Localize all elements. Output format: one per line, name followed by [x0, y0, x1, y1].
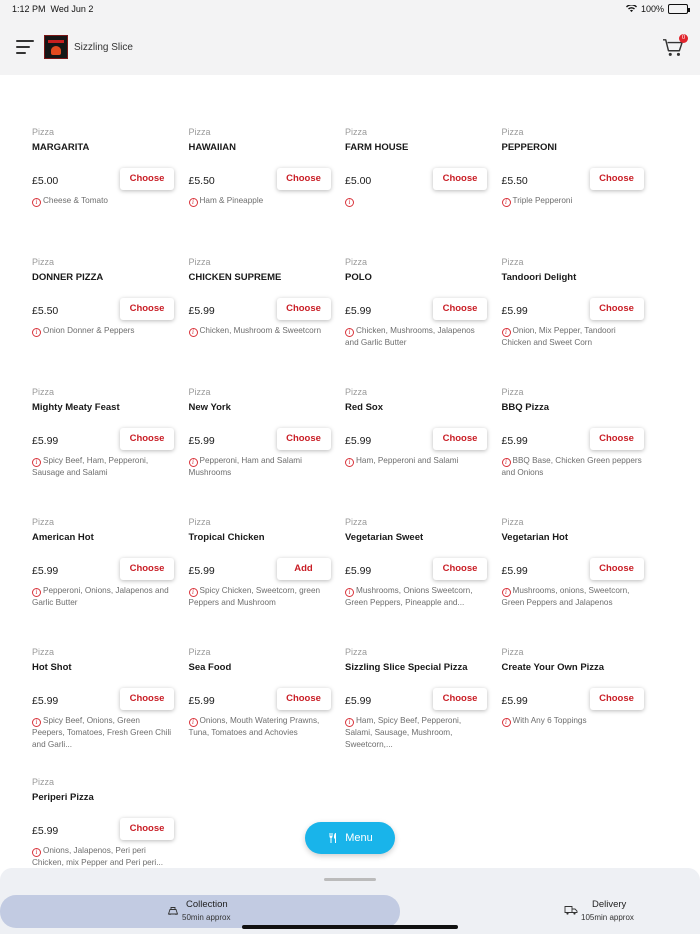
product-name: Tandoori Delight	[501, 272, 577, 283]
choose-button[interactable]: Choose	[120, 298, 174, 320]
info-icon[interactable]: i	[189, 718, 198, 727]
product-category: Pizza	[32, 127, 55, 137]
choose-button[interactable]: Add	[277, 558, 331, 580]
info-icon[interactable]: i	[345, 588, 354, 597]
product-price: £5.99	[188, 305, 215, 317]
product-price: £5.50	[32, 305, 59, 317]
product-description-text: Onions, Jalapenos, Peri peri Chicken, mix Pepper and Peri peri...	[32, 846, 164, 867]
product-description-text: Chicken, Mushrooms, Jalapenos and Garlic Butter	[345, 326, 475, 347]
delivery-time: 105min approx	[581, 913, 634, 922]
collection-title: Collection	[186, 899, 228, 910]
product-description-text: Onion Donner & Peppers	[43, 326, 135, 335]
product-description	[32, 195, 174, 207]
sheet-handle[interactable]	[324, 878, 376, 881]
product-name: CHICKEN SUPREME	[188, 272, 282, 283]
product-name: Sea Food	[188, 662, 232, 673]
product-price: £5.99	[345, 435, 372, 447]
app-header	[0, 20, 700, 75]
choose-button[interactable]: Choose	[590, 428, 644, 450]
choose-button[interactable]: Choose	[120, 168, 174, 190]
product-name: Tropical Chicken	[188, 532, 265, 543]
product-category: Pizza	[501, 257, 524, 267]
product-description	[32, 585, 174, 609]
product-category: Pizza	[345, 387, 368, 397]
choose-button[interactable]: Choose	[277, 688, 331, 710]
info-icon[interactable]: i	[32, 198, 41, 207]
product-name: Vegetarian Sweet	[345, 532, 424, 543]
info-icon[interactable]: i	[345, 328, 354, 337]
product-price: £5.99	[32, 565, 59, 577]
info-icon[interactable]: i	[32, 328, 41, 337]
product-category: Pizza	[345, 127, 368, 137]
product-card[interactable]	[32, 635, 189, 765]
product-grid	[32, 115, 672, 895]
product-category: Pizza	[32, 387, 55, 397]
status-right	[626, 4, 688, 14]
product-category: Pizza	[32, 777, 55, 787]
product-description-text: With Any 6 Toppings	[512, 716, 587, 725]
product-price: £5.99	[188, 565, 215, 577]
info-icon[interactable]: i	[32, 458, 41, 467]
cart-count-badge: 0	[679, 34, 688, 43]
info-icon[interactable]: i	[345, 198, 354, 207]
choose-button[interactable]: Choose	[433, 558, 487, 580]
product-price: £5.00	[32, 175, 59, 187]
choose-button[interactable]: Choose	[277, 428, 331, 450]
product-category: Pizza	[501, 127, 524, 137]
choose-button[interactable]: Choose	[590, 558, 644, 580]
product-card[interactable]	[502, 505, 659, 635]
info-icon[interactable]: i	[32, 848, 41, 857]
product-description-text: Triple Pepperoni	[512, 196, 573, 205]
product-category: Pizza	[188, 127, 211, 137]
product-card[interactable]	[32, 115, 189, 245]
product-price: £5.00	[345, 175, 372, 187]
info-icon[interactable]: i	[32, 718, 41, 727]
product-description	[189, 325, 331, 337]
product-category: Pizza	[32, 517, 55, 527]
product-card[interactable]	[345, 115, 502, 245]
product-description	[502, 455, 644, 479]
product-name: MARGARITA	[32, 142, 90, 153]
collection-icon	[167, 904, 179, 916]
product-description-text: Spicy Chicken, Sweetcorn, green Peppers and Mushroom	[188, 586, 321, 607]
product-price: £5.99	[188, 435, 215, 447]
store-logo	[44, 35, 68, 59]
product-price: £5.99	[345, 565, 372, 577]
product-description	[189, 715, 331, 739]
product-card[interactable]	[189, 115, 346, 245]
product-name: POLO	[345, 272, 372, 283]
product-description	[345, 715, 487, 750]
choose-button[interactable]: Choose	[120, 558, 174, 580]
product-name: Mighty Meaty Feast	[32, 402, 120, 413]
delivery-icon	[564, 904, 578, 916]
product-price: £5.99	[501, 565, 528, 577]
product-category: Pizza	[501, 517, 524, 527]
product-price: £5.99	[32, 825, 59, 837]
product-card[interactable]	[32, 505, 189, 635]
product-price: £5.50	[188, 175, 215, 187]
product-category: Pizza	[188, 387, 211, 397]
product-name: Create Your Own Pizza	[501, 662, 605, 673]
product-category: Pizza	[345, 257, 368, 267]
product-description	[189, 195, 331, 207]
product-description-text: Spicy Beef, Onions, Green Peepers, Tomatoes, Fresh Green Chili and Garli...	[32, 716, 172, 749]
info-icon[interactable]: i	[189, 198, 198, 207]
product-card[interactable]	[502, 375, 659, 505]
product-price: £5.99	[501, 305, 528, 317]
product-name: DONNER PIZZA	[32, 272, 104, 283]
product-price: £5.99	[501, 695, 528, 707]
info-icon[interactable]: i	[502, 458, 511, 467]
product-description-text: Onion, Mix Pepper, Tandoori Chicken and Sweet Corn	[501, 326, 616, 347]
info-icon[interactable]: i	[345, 458, 354, 467]
product-category: Pizza	[188, 257, 211, 267]
info-icon[interactable]: i	[189, 588, 198, 597]
product-name: New York	[188, 402, 231, 413]
product-card[interactable]	[345, 245, 502, 375]
delivery-title: Delivery	[592, 899, 627, 910]
product-card[interactable]	[345, 375, 502, 505]
wifi-icon	[626, 5, 637, 13]
store-name: Sizzling Slice	[74, 42, 133, 53]
product-category: Pizza	[188, 647, 211, 657]
choose-button[interactable]: Choose	[433, 688, 487, 710]
product-category: Pizza	[501, 647, 524, 657]
product-description-text: Pepperoni, Onions, Jalapenos and Garlic Butter	[32, 586, 169, 607]
product-card[interactable]	[32, 375, 189, 505]
product-price: £5.99	[32, 695, 59, 707]
choose-button[interactable]: Choose	[433, 168, 487, 190]
cutlery-icon	[327, 832, 339, 844]
product-description-text: BBQ Base, Chicken Green peppers and Onions	[501, 456, 642, 477]
product-name: HAWAIIAN	[188, 142, 236, 153]
choose-button[interactable]: Choose	[590, 168, 644, 190]
product-category: Pizza	[188, 517, 211, 527]
choose-button[interactable]: Choose	[277, 298, 331, 320]
product-description	[345, 585, 487, 609]
product-name: FARM HOUSE	[345, 142, 409, 153]
product-description-text: Mushrooms, Onions Sweetcorn, Green Peppers, Pineapple and...	[345, 586, 473, 607]
product-description-text: Ham, Pepperoni and Salami	[356, 456, 459, 465]
product-description	[32, 715, 174, 750]
product-description-text: Onions, Mouth Watering Prawns, Tuna, Tomatoes and Achovies	[188, 716, 320, 737]
battery-percent: 100%	[640, 4, 664, 14]
product-name: American Hot	[32, 532, 94, 543]
product-card[interactable]	[502, 635, 659, 765]
info-icon[interactable]: i	[189, 458, 198, 467]
product-category: Pizza	[345, 517, 368, 527]
product-name: Vegetarian Hot	[501, 532, 569, 543]
choose-button[interactable]: Choose	[433, 428, 487, 450]
info-icon[interactable]: i	[502, 718, 511, 727]
product-card[interactable]	[189, 375, 346, 505]
hamburger-menu-icon[interactable]	[16, 40, 34, 54]
product-card[interactable]	[189, 635, 346, 765]
choose-button[interactable]: Choose	[277, 168, 331, 190]
product-card[interactable]	[32, 245, 189, 375]
status-bar	[0, 0, 700, 20]
collection-time: 50min approx	[182, 913, 231, 922]
product-description-text: Cheese & Tomato	[43, 196, 108, 205]
info-icon[interactable]: i	[345, 718, 354, 727]
product-description	[345, 195, 487, 207]
collection-option[interactable]	[0, 895, 400, 928]
product-description	[189, 585, 331, 609]
product-description-text: Chicken, Mushroom & Sweetcorn	[199, 326, 321, 335]
product-name: PEPPERONI	[501, 142, 557, 153]
product-description-text: Ham, Spicy Beef, Pepperoni, Salami, Sausage, Mushroom, Sweetcorn,...	[345, 716, 462, 749]
product-name: Periperi Pizza	[32, 792, 94, 803]
choose-button[interactable]: Choose	[590, 688, 644, 710]
product-description	[32, 845, 174, 869]
info-icon[interactable]: i	[502, 328, 511, 337]
product-card[interactable]	[345, 635, 502, 765]
product-price: £5.99	[501, 435, 528, 447]
product-name: Red Sox	[345, 402, 384, 413]
choose-button[interactable]: Choose	[433, 298, 487, 320]
product-description	[345, 455, 487, 467]
product-category: Pizza	[501, 387, 524, 397]
product-name: BBQ Pizza	[501, 402, 550, 413]
info-icon[interactable]: i	[32, 588, 41, 597]
product-name: Hot Shot	[32, 662, 72, 673]
product-card[interactable]	[502, 115, 659, 245]
product-description-text: Ham & Pineapple	[199, 196, 264, 205]
home-indicator[interactable]	[242, 925, 458, 929]
product-card[interactable]	[189, 245, 346, 375]
delivery-option[interactable]	[400, 895, 700, 928]
product-category: Pizza	[32, 257, 55, 267]
product-name: Sizzling Slice Special Pizza	[345, 662, 468, 673]
battery-icon	[668, 4, 688, 14]
menu-button-label: Menu	[345, 832, 373, 844]
product-description	[189, 455, 331, 479]
product-description	[502, 715, 644, 727]
product-price: £5.99	[345, 695, 372, 707]
product-card[interactable]	[345, 505, 502, 635]
info-icon[interactable]: i	[502, 198, 511, 207]
product-description	[502, 195, 644, 207]
product-description	[345, 325, 487, 349]
info-icon[interactable]: i	[502, 588, 511, 597]
product-description	[32, 455, 174, 479]
product-price: £5.99	[188, 695, 215, 707]
choose-button[interactable]: Choose	[120, 818, 174, 840]
product-description	[502, 585, 644, 609]
product-card[interactable]	[502, 245, 659, 375]
product-category: Pizza	[32, 647, 55, 657]
menu-button[interactable]	[305, 822, 395, 854]
choose-button[interactable]: Choose	[590, 298, 644, 320]
status-time: 1:12 PM Wed Jun 2	[12, 4, 94, 14]
product-card[interactable]	[189, 505, 346, 635]
product-price: £5.99	[345, 305, 372, 317]
choose-button[interactable]: Choose	[120, 428, 174, 450]
product-category: Pizza	[345, 647, 368, 657]
product-description-text: Pepperoni, Ham and Salami Mushrooms	[188, 456, 302, 477]
product-description-text: Mushrooms, onions, Sweetcorn, Green Peppers and Jalapenos	[501, 586, 630, 607]
product-price: £5.50	[501, 175, 528, 187]
product-price: £5.99	[32, 435, 59, 447]
product-description	[32, 325, 174, 337]
info-icon[interactable]: i	[189, 328, 198, 337]
product-description-text: Spicy Beef, Ham, Pepperoni, Sausage and Salami	[32, 456, 149, 477]
choose-button[interactable]: Choose	[120, 688, 174, 710]
product-description	[502, 325, 644, 349]
